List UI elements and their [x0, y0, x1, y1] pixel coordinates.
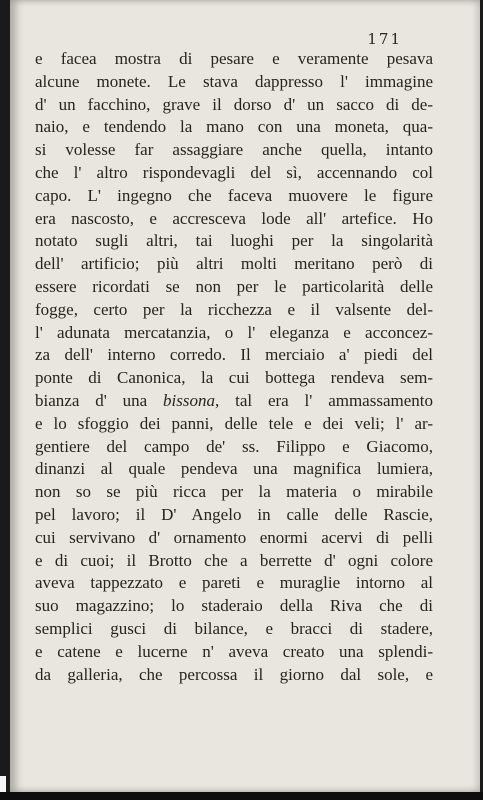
text-line: che l' altro rispondevagli del sì, accennando col: [35, 162, 433, 182]
text-line: ponte di Canonica, la cui bottega rendeva sem-: [35, 368, 433, 388]
text-line: non so se più ricca per la materia o mirabile: [35, 482, 433, 502]
text-line: e facea mostra di pesare e veramente pesava: [35, 49, 433, 68]
text-line: essere ricordati se non per le particolarità delle: [35, 276, 433, 296]
text-line: naio, e tendendo la mano con una moneta, qua-: [35, 117, 433, 137]
text-line: era nascosto, e accresceva lode all' artefice. Ho: [35, 208, 433, 228]
text-line: semplici gusci di bilance, e bracci di stadere,: [35, 618, 433, 638]
scan-border: [0, 792, 483, 800]
text-line: dinanzi al quale pendeva una magnifica lumiera,: [35, 459, 433, 479]
text-line: aveva tappezzato e pareti e muraglie intorno al: [35, 573, 433, 593]
text-line: e catene e lucerne n' aveva creato una splendi-: [35, 641, 433, 661]
text-line-with-italic: [35, 390, 433, 413]
text-line: l' adunata mercatanzia, o l' eleganza e acconcez-: [35, 322, 433, 342]
text-line: za dell' interno corredo. Il merciaio a' piedi del: [35, 345, 433, 365]
italic-word: bissona: [163, 390, 215, 410]
text-line: capo. L' ingegno che faceva muovere le figure: [35, 185, 433, 205]
text-line: fogge, certo per la ricchezza e il valsente del-: [35, 299, 433, 319]
scan-mark: [0, 776, 6, 792]
text-line: pel lavoro; il D' Angelo in calle delle Rascie,: [35, 504, 433, 524]
text-line: gentiere del campo de' ss. Filippo e Giacomo,: [35, 436, 433, 456]
text-line: dell' artificio; più altri molti meritano però di: [35, 254, 433, 274]
text-line: notato sugli altri, tai luoghi per la singolarità: [35, 231, 433, 251]
text-line: cui servivano d' ornamento enormi acervi di pelli: [35, 527, 433, 547]
text-line: suo magazzino; lo staderaio della Riva che di: [35, 596, 433, 616]
text-fragment: bianza d' una: [35, 390, 164, 410]
page-number: 171: [367, 30, 402, 48]
body-text: [35, 48, 433, 686]
book-page: [10, 0, 480, 792]
text-line: da galleria, che percossa il giorno dal sole, e: [35, 664, 433, 684]
text-line: e di cuoi; il Brotto che a berrette d' ogni colore: [35, 550, 433, 570]
text-line: si volesse far assaggiare anche quella, intanto: [35, 140, 433, 160]
text-line: alcune monete. Le stava dappresso l' immagine: [35, 71, 433, 91]
text-fragment: , tal era l' ammassamento: [215, 390, 433, 410]
text-line: e lo sfoggio dei panni, delle tele e dei veli; l' ar-: [35, 413, 433, 433]
text-line: d' un facchino, grave il dorso d' un sacco di de-: [35, 94, 433, 114]
